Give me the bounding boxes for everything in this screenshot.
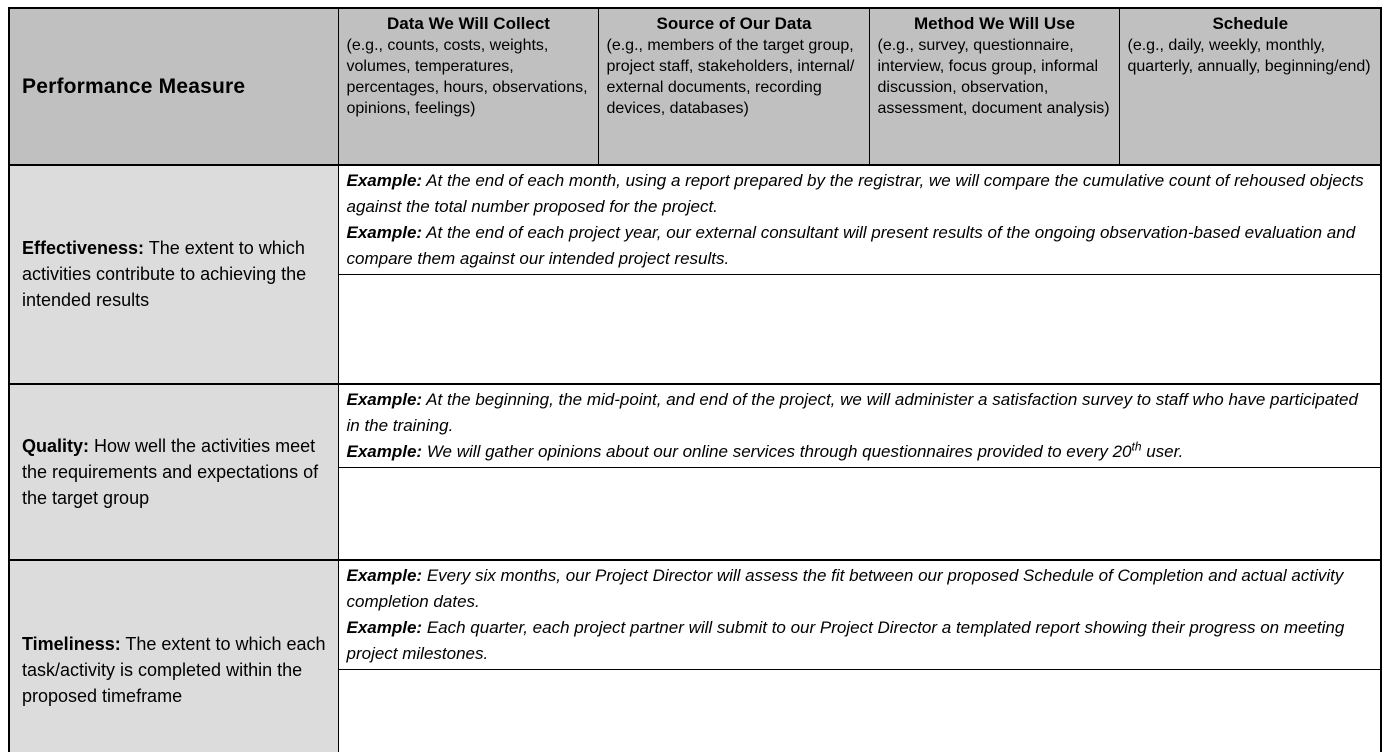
measure-definition-effectiveness: The extent to which activities contribute to achieving the intended results xyxy=(22,238,307,311)
example-text: We will gather opinions about our online services through questionnaires provided to every 20 xyxy=(422,441,1132,461)
header-row xyxy=(9,8,1381,165)
column-hint-data: (e.g., counts, costs, weights, volumes, temperatures, percentages, hours, observations, opinions, feelings) xyxy=(346,37,588,117)
example-entry xyxy=(347,615,1373,667)
measure-definition-timeliness: The extent to which each task/activity is completed within the proposed timeframe xyxy=(22,634,326,707)
effectiveness-examples-row xyxy=(9,165,1381,275)
measure-term-timeliness: Timeliness: xyxy=(22,634,121,655)
example-entry xyxy=(347,387,1373,439)
quality-examples-row xyxy=(9,384,1381,468)
example-label: Example: xyxy=(346,171,423,190)
timeliness-examples-row xyxy=(9,560,1381,670)
example-label: Example: xyxy=(346,389,423,409)
timeliness-entry-cell xyxy=(338,670,1381,752)
example-entry xyxy=(347,168,1373,220)
example-text: At the end of each project year, our external consultant will present results of the ongoing observation-based evaluation and compare them against our intended project results. xyxy=(346,223,1356,268)
column-title-source: Source of Our Data xyxy=(656,14,812,33)
quality-examples-cell xyxy=(338,384,1381,468)
column-hint-schedule: (e.g., daily, weekly, monthly, quarterly, annually, beginning/end) xyxy=(1127,37,1371,75)
header-cell-source-of-our-data xyxy=(598,8,869,165)
column-hint-method: (e.g., survey, questionnaire, interview, focus group, informal discussion, observation, assessment, document analysis) xyxy=(877,37,1110,117)
example-entry xyxy=(347,563,1373,615)
header-cell-method-we-will-use xyxy=(869,8,1119,165)
row-label-quality xyxy=(9,384,338,561)
example-text: At the end of each month, using a report prepared by the registrar, we will compare the cumulative count of rehoused objects against the total number proposed for the project. xyxy=(346,171,1364,216)
row-label-effectiveness xyxy=(9,165,338,384)
measure-label-text xyxy=(22,433,330,511)
example-entry xyxy=(347,220,1373,272)
quality-entry-cell xyxy=(338,467,1381,560)
header-cell-performance-measure: Performance Measure xyxy=(9,8,338,165)
measure-label-text xyxy=(22,631,330,709)
timeliness-examples-cell xyxy=(338,560,1381,670)
effectiveness-examples-cell xyxy=(338,165,1381,275)
example-label: Example: xyxy=(346,618,423,637)
effectiveness-entry-cell xyxy=(338,275,1381,384)
example-text-after: user. xyxy=(1141,441,1184,461)
measure-term-quality: Quality: xyxy=(22,435,90,456)
header-cell-schedule xyxy=(1119,8,1381,165)
example-text: Every six months, our Project Director will assess the fit between our proposed Schedule of Completion and actual activity completion dates. xyxy=(346,566,1344,611)
column-title-method: Method We Will Use xyxy=(913,14,1076,33)
example-label: Example: xyxy=(346,441,423,461)
example-label: Example: xyxy=(346,566,423,585)
example-text: At the beginning, the mid-point, and end of the project, we will administer a satisfaction survey to staff who have participated in the training. xyxy=(346,389,1358,435)
performance-measure-table xyxy=(8,7,1382,752)
column-title-schedule: Schedule xyxy=(1212,14,1289,33)
example-label: Example: xyxy=(346,223,423,242)
row-label-timeliness xyxy=(9,560,338,752)
column-title-data: Data We Will Collect xyxy=(387,14,550,33)
measure-term-effectiveness: Effectiveness: xyxy=(22,238,145,259)
ordinal-superscript: th xyxy=(1131,438,1142,453)
column-hint-source: (e.g., members of the target group, project staff, stakeholders, internal/ external documents, recording devices, databases) xyxy=(606,37,855,117)
example-entry xyxy=(347,439,1373,465)
example-text: Each quarter, each project partner will submit to our Project Director a templated report showing their progress on meeting project milestones. xyxy=(346,618,1345,663)
measure-label-text xyxy=(22,235,330,313)
header-cell-data-we-will-collect xyxy=(338,8,598,165)
measure-definition-quality: How well the activities meet the requirements and expectations of the target group xyxy=(22,435,319,508)
